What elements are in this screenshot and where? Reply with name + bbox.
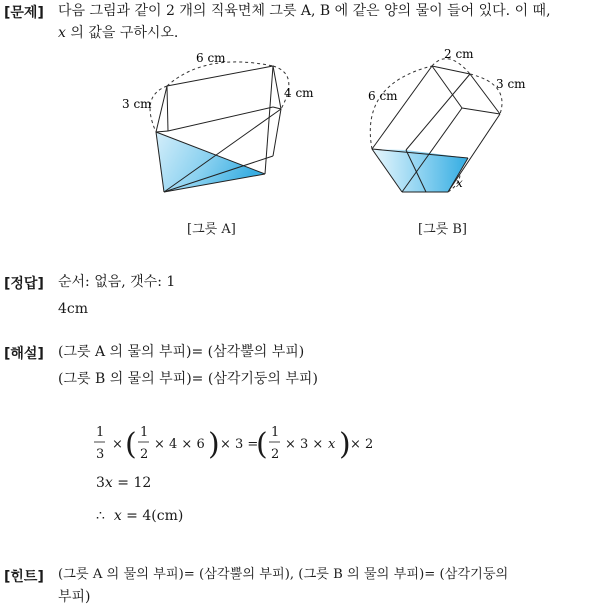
eq2-rest: = 12 [112, 475, 152, 491]
eq1-tail: × 2 [350, 437, 374, 452]
explanation-line-1: (그릇 A 의 물의 부피)= (삼각뿔의 부피) [58, 344, 305, 360]
eq1-after-paren: × 3 = [220, 437, 259, 452]
equation-2 [96, 473, 151, 493]
figure-a-caption: [그릇 A] [187, 222, 236, 237]
eq1-inner-rest: × 4 × 6 [154, 437, 205, 452]
eq1-times: × [112, 437, 123, 452]
eq3-var: x [113, 508, 122, 524]
figure-b-dim-right: 3 cm [496, 77, 526, 91]
eq1-frac2-den: 2 [140, 447, 149, 462]
eq3-therefore-symbol: ∴ [96, 508, 105, 524]
eq1-rparen-2: ) [339, 427, 351, 462]
eq2-var: x [104, 475, 113, 491]
problem-line-2-rest: 의 값을 구하시오. [65, 25, 179, 41]
figure-b-diagram [360, 44, 535, 204]
problem-var-x: x [58, 25, 66, 41]
problem-line-2 [58, 23, 178, 43]
figure-a-diagram [110, 44, 325, 204]
water-a [156, 132, 265, 192]
eq1-frac2-num: 1 [140, 425, 149, 440]
figure-b-var-x: x [456, 176, 463, 190]
equation-3 [96, 506, 183, 526]
answer-line-2: 4cm [58, 301, 89, 317]
eq1-frac3-num: 1 [271, 425, 280, 440]
hint-line-2: 부피) [58, 589, 91, 605]
figure-b-caption: [그릇 B] [418, 222, 467, 237]
eq1-frac3-den: 2 [271, 447, 280, 462]
figure-b-dim-top: 2 cm [444, 47, 474, 61]
eq1-rparen: ) [208, 427, 220, 462]
eq1-frac1-den: 3 [96, 447, 105, 462]
explanation-line-2: (그릇 B 의 물의 부피)= (삼각기둥의 부피) [58, 371, 318, 387]
eq1-lparen: ( [125, 427, 137, 462]
figure-a-dim-top: 6 cm [196, 51, 226, 65]
eq3-rest: = 4(cm) [121, 508, 184, 524]
figure-a-dim-left: 3 cm [122, 97, 152, 111]
hint-line-1: (그릇 A 의 물의 부피)= (삼각뿔의 부피), (그릇 B 의 물의 부피)= (삼각기둥의 [58, 567, 509, 582]
problem-tag: [문제] [4, 5, 44, 21]
answer-tag: [정답] [4, 276, 44, 292]
problem-line-1: 다음 그림과 같이 2 개의 직육면체 그릇 A, B 에 같은 양의 물이 들어 있다. 이 때, [58, 3, 551, 19]
explanation-tag: [해설] [4, 346, 44, 362]
equation-1 [92, 422, 392, 468]
hint-tag: [힌트] [4, 569, 44, 585]
eq2-coef: 3 [96, 475, 105, 491]
eq1-inner2-var: x [328, 437, 336, 452]
eq1-lparen-2: ( [256, 427, 268, 462]
figure-a-dim-right: 4 cm [284, 86, 314, 100]
eq1-inner2-rest: × 3 × [285, 437, 324, 452]
answer-line-1: 순서: 없음, 갯수: 1 [58, 274, 176, 290]
eq1-frac1-num: 1 [96, 425, 105, 440]
figure-b-dim-left: 6 cm [368, 89, 398, 103]
